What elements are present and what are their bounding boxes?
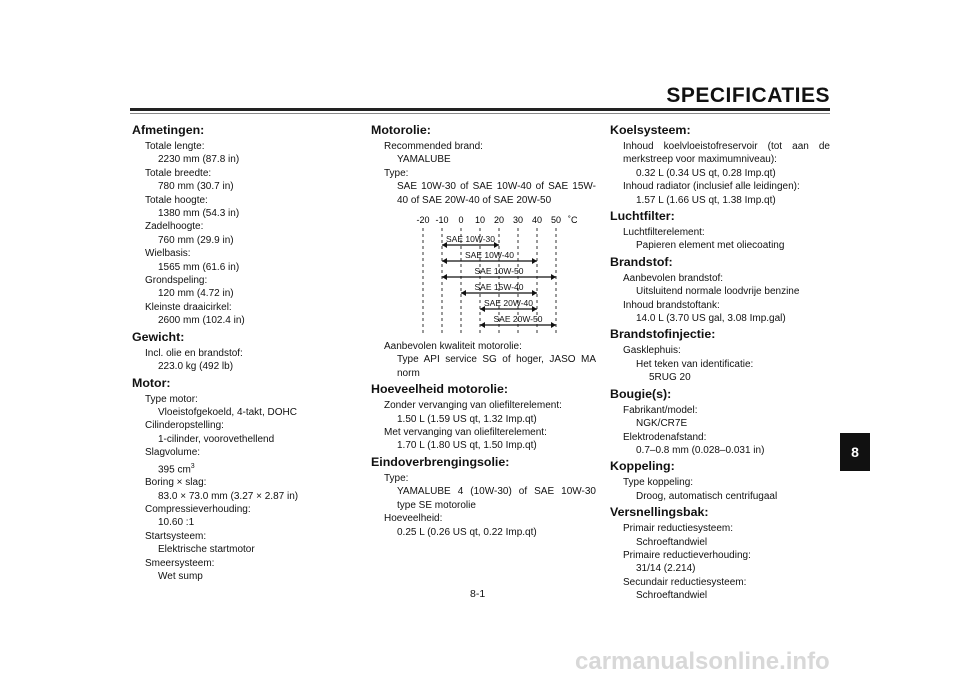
temp-tick-label: -20 (416, 215, 430, 226)
spec-value: YAMALUBE (397, 154, 451, 166)
viscosity-chart (397, 211, 577, 336)
column-1 (132, 121, 357, 584)
spec-value: Schroeftandwiel (636, 590, 708, 602)
temp-tick-label: 50 (550, 215, 562, 226)
section-brandstof: Brandstof: (610, 254, 673, 269)
spec-label: Totale breedte: (145, 167, 212, 179)
spec-value: Droog, automatisch centrifugaal (636, 490, 778, 502)
spec-value: 1.57 L (1.66 US qt, 1.38 Imp.qt) (636, 194, 776, 206)
spec-label: Grondspeling: (145, 275, 208, 287)
spec-label: Gasklephuis: (623, 345, 681, 357)
spec-value: 1380 mm (54.3 in) (158, 208, 240, 220)
spec-value: NGK/CR7E (636, 418, 688, 430)
spec-label: Cilinderopstelling: (145, 420, 224, 432)
spec-label: Het teken van identificatie: (636, 358, 754, 370)
spec-label: Totale lengte: (145, 141, 205, 152)
section-motor: Motor: (132, 375, 171, 390)
spec-value: Vloeistofgekoeld, 4-takt, DOHC (158, 406, 297, 418)
section-gewicht: Gewicht: (132, 329, 185, 344)
spec-value: 1565 mm (61.6 in) (158, 261, 240, 273)
spec-label: Kleinste draaicirkel: (145, 301, 232, 313)
spec-label: Hoeveelheid: (384, 513, 443, 525)
spec-value: Uitsluitend normale loodvrije benzine (636, 286, 800, 298)
spec-label: Elektrodenafstand: (623, 431, 707, 443)
spec-label: Boring × slag: (145, 477, 207, 489)
spec-label: Zadelhoogte: (145, 221, 204, 233)
spec-label: Incl. olie en brandstof: (145, 347, 243, 359)
grade-arrow-left (442, 274, 447, 280)
spec-label: Inhoud brandstoftank: (623, 299, 720, 311)
watermark: carmanualsonline.info (575, 648, 830, 675)
spec-label: Fabrikant/model: (623, 404, 698, 416)
grade-label: SAE 20W-40 (484, 298, 533, 309)
spec-label: Secundair reductiesysteem: (623, 576, 747, 588)
section-motorolie: Motorolie: (371, 123, 431, 137)
spec-label: Totale hoogte: (145, 194, 208, 206)
section-koelsysteem: Koelsysteem: (610, 123, 691, 137)
spec-value: 0.32 L (0.34 US qt, 0.28 Imp.qt) (636, 167, 776, 179)
spec-value: 83.0 × 73.0 mm (3.27 × 2.87 in) (158, 490, 299, 502)
section-brandstofinjectie: Brandstofinjectie: (610, 327, 716, 342)
spec-label: Primair reductiesysteem: (623, 523, 734, 535)
grade-label: SAE 10W-50 (474, 266, 524, 277)
spec-value: 780 mm (30.7 in) (158, 181, 234, 193)
spec-value: 0.7–0.8 mm (0.028–0.031 in) (636, 444, 765, 456)
spec-label: Compressieverhouding: (145, 504, 251, 516)
spec-value: Type API service SG of hoger, JASO MA norm (397, 354, 596, 379)
page-title: SPECIFICATIES (666, 84, 830, 107)
temp-tick-label: 0 (458, 215, 464, 226)
spec-value: Schroeftandwiel (636, 536, 708, 548)
spec-value: 14.0 L (3.70 US gal, 3.08 Imp.gal) (636, 313, 786, 325)
spec-value: 5RUG 20 (649, 372, 691, 384)
spec-value: 0.25 L (0.26 US qt, 0.22 Imp.qt) (397, 526, 537, 538)
spec-label: Recommended brand: (384, 141, 483, 152)
spec-label: Smeersysteem: (145, 557, 215, 569)
spec-value: Wet sump (158, 571, 203, 583)
temp-tick-label: 40 (531, 215, 543, 226)
grade-label: SAE 10W-40 (465, 250, 514, 261)
temp-tick-label: 30 (512, 215, 524, 226)
spec-label: Luchtfilterelement: (623, 227, 705, 239)
section-eindoverbrengingsolie: Eindoverbrengingsolie: (371, 454, 510, 469)
header-rule (130, 108, 830, 111)
column-2 (371, 121, 596, 539)
spec-label: Wielbasis: (145, 248, 191, 260)
temp-tick-label: -10 (435, 215, 449, 226)
spec-value: 223.0 kg (492 lb) (158, 361, 234, 373)
spec-label: Aanbevolen brandstof: (623, 272, 724, 284)
column-3 (610, 121, 830, 603)
spec-value: 10.60 :1 (158, 517, 195, 529)
temp-tick-label: 20 (493, 215, 505, 226)
grade-arrow-left (461, 290, 466, 296)
spec-value (132, 460, 357, 477)
spec-label: Primaire reductieverhouding: (623, 549, 751, 561)
spec-value: 2230 mm (87.8 in) (158, 154, 240, 166)
section-versnellingsbak: Versnellingsbak: (610, 505, 709, 520)
temp-tick-label: 10 (474, 215, 486, 226)
spec-value: 1-cilinder, voorovethellend (158, 433, 275, 445)
spec-label: Slagvolume: (145, 447, 201, 459)
section-hoeveelheid-motorolie: Hoeveelheid motorolie: (371, 382, 509, 397)
spec-label: Inhoud koelvloeistofreservoir (tot aan de merkstreep voor maximumniveau): (623, 141, 830, 166)
grade-arrow-right (532, 290, 537, 296)
spec-label: Type koppeling: (623, 477, 694, 489)
spec-label: Inhoud radiator (inclusief alle leidingen): (623, 181, 800, 193)
superscript: 3 (190, 462, 195, 470)
slagvolume-value: 395 cm (158, 463, 191, 475)
temp-unit-label: ˚C (568, 215, 577, 226)
spec-value: SAE 10W-30 of SAE 10W-40 of SAE 15W-40 of SAE 20W-40 of SAE 20W-50 (397, 181, 596, 206)
oil-viscosity-diagram (397, 211, 577, 336)
grade-arrow-right (551, 274, 556, 280)
spec-label: Zonder vervanging van oliefilterelement: (384, 400, 562, 412)
spec-value: 120 mm (4.72 in) (158, 288, 234, 300)
grade-arrow-right (532, 258, 537, 264)
spec-value: 1.50 L (1.59 US qt, 1.32 Imp.qt) (397, 413, 537, 425)
page-number: 8-1 (470, 588, 486, 600)
spec-label: Met vervanging van oliefilterelement: (384, 427, 547, 439)
grade-arrow-left (442, 258, 447, 264)
spec-label: Startsysteem: (145, 530, 207, 542)
header-rule-thin (130, 113, 830, 114)
spec-value: 1.70 L (1.80 US qt, 1.50 Imp.qt) (397, 440, 537, 452)
spec-value: YAMALUBE 4 (10W-30) of SAE 10W-30 type SE motorolie (397, 486, 596, 511)
spec-label: Type: (384, 167, 409, 179)
grade-arrow-left (480, 322, 485, 328)
spec-value: 760 mm (29.9 in) (158, 234, 234, 246)
section-koppeling: Koppeling: (610, 459, 675, 474)
spec-label: Type motor: (145, 393, 198, 405)
section-bougies: Bougie(s): (610, 386, 672, 401)
spec-value: Elektrische startmotor (158, 544, 255, 556)
spec-label: Aanbevolen kwaliteit motorolie: (384, 341, 522, 353)
section-luchtfilter: Luchtfilter: (610, 209, 675, 224)
grade-label: SAE 20W-50 (493, 314, 543, 325)
spec-value: Papieren element met oliecoating (636, 240, 785, 252)
grade-label: SAE 15W-40 (474, 282, 524, 293)
section-afmetingen: Afmetingen: (132, 123, 205, 137)
spec-value: 2600 mm (102.4 in) (158, 315, 245, 327)
spec-label: Type: (384, 472, 409, 484)
chapter-tab[interactable]: 8 (840, 433, 870, 471)
grade-arrow-right (551, 322, 556, 328)
spec-value: 31/14 (2.214) (636, 563, 696, 575)
grade-label: SAE 10W-30 (446, 234, 495, 245)
